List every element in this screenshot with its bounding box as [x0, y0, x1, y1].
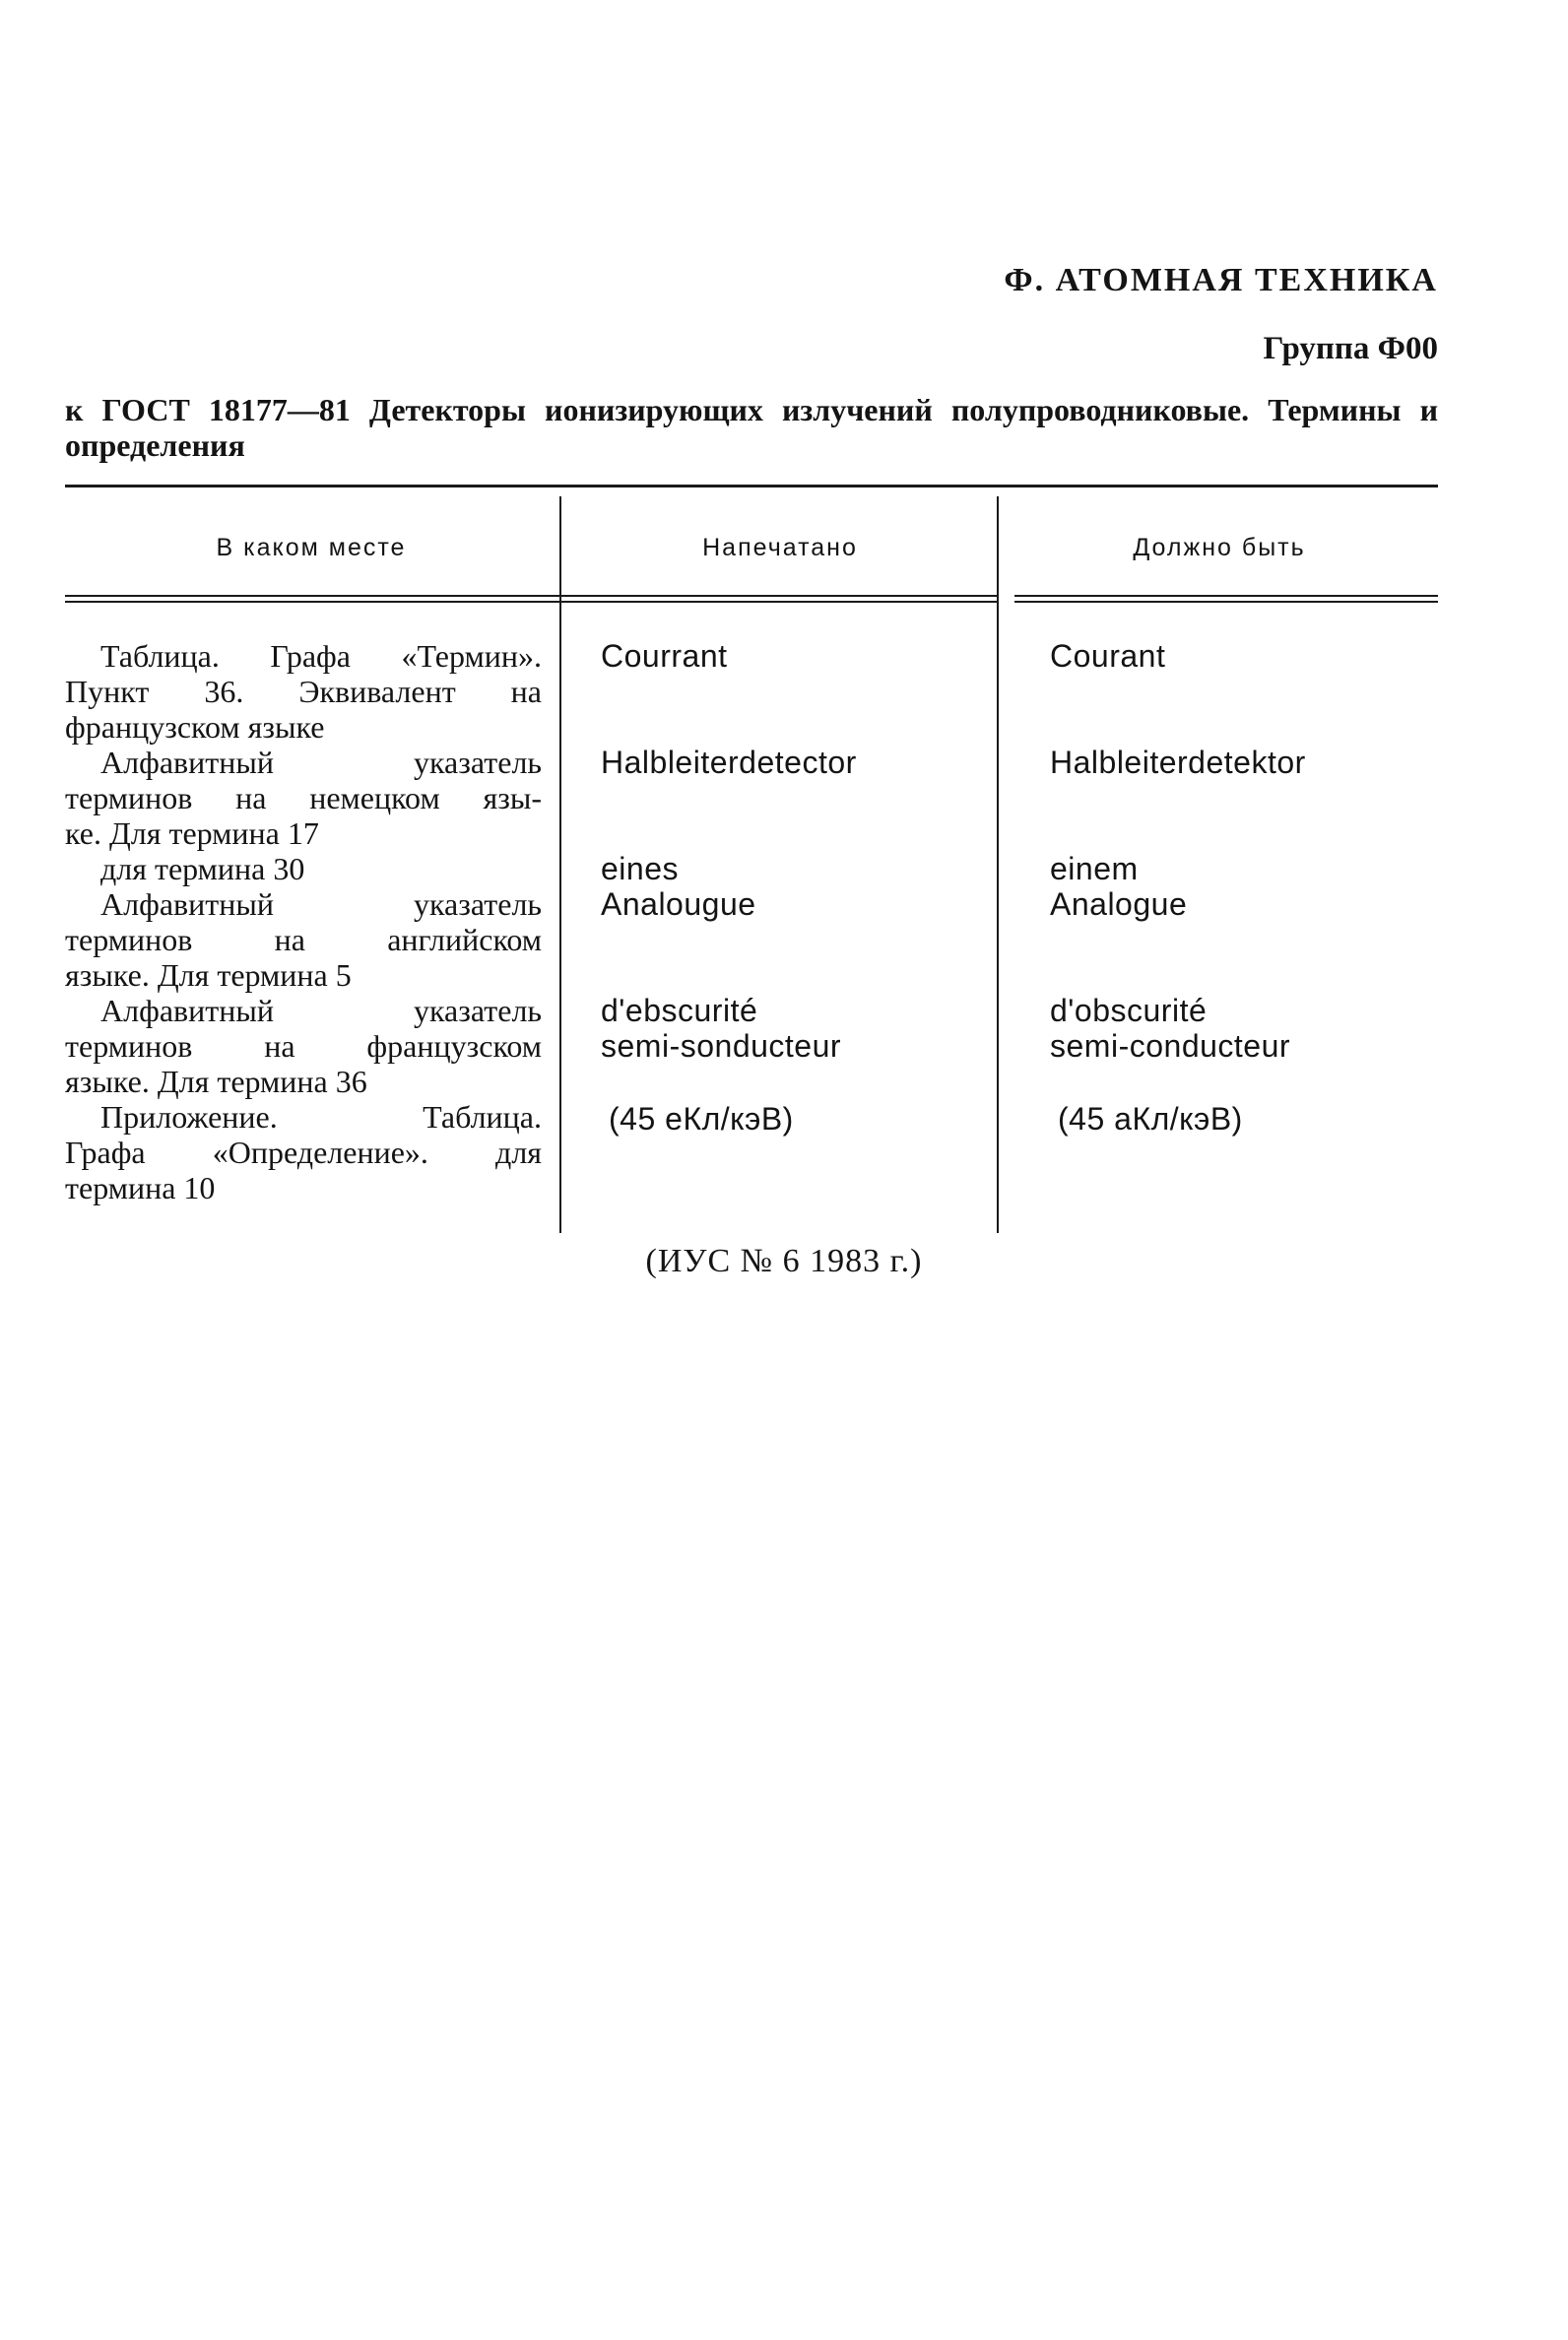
- place-line: языке. Для термина 5: [65, 957, 352, 993]
- printed-value: Analougue: [601, 886, 756, 922]
- place-line: терминов на английском: [65, 922, 542, 957]
- correct-value: (45 аКл/кэВ): [1058, 1101, 1243, 1137]
- printed-value: d'ebscurité: [601, 993, 758, 1028]
- correct-value: Analogue: [1050, 886, 1188, 922]
- place-line: для термина 30: [100, 851, 305, 886]
- correct-value: Halbleiterdetektor: [1050, 745, 1306, 780]
- place-line: Алфавитный указатель: [100, 745, 542, 780]
- place-line: Пункт 36. Эквивалент на: [65, 674, 542, 709]
- column-header-should: Должно быть: [1133, 534, 1306, 561]
- section-title: Ф. АТОМНАЯ ТЕХНИКА: [1004, 262, 1438, 298]
- header-rule-1: [65, 595, 999, 597]
- place-line: Алфавитный указатель: [100, 993, 542, 1028]
- printed-value: Halbleiterdetector: [601, 745, 857, 780]
- column-divider-1: [559, 496, 561, 1233]
- place-line: терминов на немецком язы-: [65, 780, 542, 815]
- printed-value: Courrant: [601, 638, 728, 674]
- column-divider-2: [997, 496, 999, 1233]
- place-line: языке. Для термина 36: [65, 1064, 367, 1099]
- document-title: к ГОСТ 18177—81 Детекторы ионизирующих излучений полупроводниковые. Термины и определения: [65, 392, 1438, 463]
- correct-value: Courant: [1050, 638, 1166, 674]
- place-line: Алфавитный указатель: [100, 886, 542, 922]
- column-header-printed: Напечатано: [702, 534, 858, 561]
- correct-value: d'obscurité: [1050, 993, 1208, 1028]
- header-rule-1b: [65, 601, 999, 603]
- place-line: термина 10: [65, 1170, 216, 1205]
- column-header-place: В каком месте: [216, 534, 407, 561]
- place-line: Приложение. Таблица.: [100, 1099, 542, 1135]
- header-rule-2: [1014, 595, 1438, 597]
- place-line: терминов на французском: [65, 1028, 542, 1064]
- footer-note: (ИУС № 6 1983 г.): [645, 1243, 923, 1279]
- place-line: Графа «Определение». для: [65, 1135, 542, 1170]
- place-line: французском языке: [65, 709, 325, 745]
- printed-value: (45 еКл/кэВ): [609, 1101, 794, 1137]
- place-line: ке. Для термина 17: [65, 815, 319, 851]
- group-label: Группа Ф00: [1263, 331, 1438, 366]
- printed-value: semi-sonducteur: [601, 1028, 842, 1064]
- table-top-rule: [65, 485, 1438, 488]
- printed-value: eines: [601, 851, 679, 886]
- header-rule-2b: [1014, 601, 1438, 603]
- correct-value: semi-conducteur: [1050, 1028, 1291, 1064]
- correct-value: einem: [1050, 851, 1139, 886]
- place-line: Таблица. Графа «Термин».: [100, 638, 542, 674]
